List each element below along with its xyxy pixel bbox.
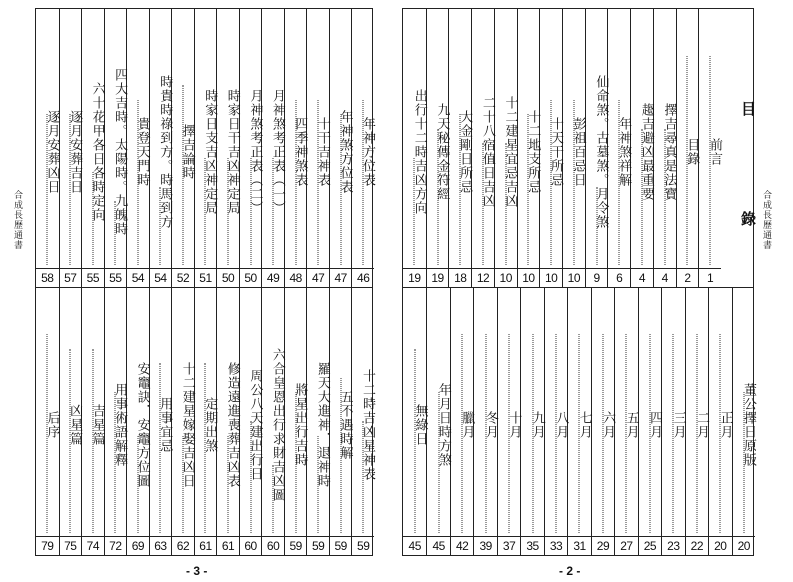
dot-leader — [115, 392, 116, 533]
dot-leader — [92, 172, 93, 265]
toc-entry — [732, 287, 755, 555]
contents-heading-column — [721, 9, 755, 287]
toc-entry-title: 后序 — [44, 411, 60, 439]
dot-leader — [137, 436, 138, 534]
toc-entry-title: 四月 — [647, 411, 663, 439]
toc-entry-page: 61 — [217, 536, 239, 555]
toc-entry — [306, 9, 329, 287]
dot-leader — [250, 158, 251, 266]
toc-entry-page: 29 — [592, 536, 614, 555]
toc-entry-page: 20 — [709, 536, 731, 555]
toc-entry-title: 董公擇日原版 — [740, 383, 756, 467]
dot-leader — [160, 363, 161, 533]
dot-leader — [556, 334, 557, 533]
toc-entry-page: 54 — [127, 268, 149, 287]
dot-leader — [551, 100, 552, 266]
toc-entry — [329, 9, 352, 287]
toc-entry-page: 63 — [150, 536, 172, 555]
toc-entry — [585, 9, 608, 287]
toc-entry-title: 彭祖百忌日 — [570, 117, 586, 187]
toc-entry-page: 58 — [36, 268, 59, 287]
toc-entry-page: 1 — [699, 268, 721, 287]
toc-entry-title: 貴登天門時 — [134, 117, 150, 187]
toc-entry-title: 冬月 — [482, 411, 498, 439]
toc-entry — [698, 9, 721, 287]
toc-entry-page: 10 — [563, 268, 585, 287]
toc-entry-title: 仙命煞。古墓煞。月令煞 — [593, 75, 609, 229]
toc-entry-page: 23 — [662, 536, 684, 555]
toc-entry-page: 20 — [733, 536, 755, 555]
toc-entry — [284, 287, 307, 555]
dot-leader — [462, 334, 463, 533]
page-number-left: - 3 - — [186, 564, 208, 578]
toc-entry-title: 修造遠進喪葬吉凶表 — [224, 362, 240, 488]
dot-leader — [318, 100, 319, 266]
dot-leader — [70, 349, 71, 534]
toc-entry — [562, 9, 585, 287]
right-page — [402, 8, 757, 556]
toc-entry — [661, 287, 684, 555]
toc-entry-title: 凶星篇 — [67, 404, 83, 446]
toc-entry-title: 時家日支吉凶神定局 — [202, 89, 218, 215]
toc-entry — [171, 287, 194, 555]
toc-entry-title: 安竈訣．安竈方位圖 — [134, 362, 150, 488]
toc-entry-title: 前言 — [706, 138, 722, 166]
toc-entry-page: 6 — [608, 268, 630, 287]
toc-entry-page: 19 — [403, 268, 426, 287]
toc-entry — [494, 9, 517, 287]
toc-entry-page: 61 — [195, 536, 217, 555]
dot-leader — [696, 334, 697, 533]
toc-entry-page: 72 — [105, 536, 127, 555]
toc-entry — [126, 9, 149, 287]
dot-leader — [92, 349, 93, 534]
toc-entry — [497, 287, 520, 555]
toc-entry — [216, 287, 239, 555]
toc-entry — [653, 9, 676, 287]
toc-entry-page: 10 — [518, 268, 540, 287]
toc-entry — [539, 9, 562, 287]
toc-entry — [149, 287, 172, 555]
toc-entry-page: 48 — [285, 268, 307, 287]
toc-entry-title: 目錄 — [684, 138, 700, 166]
toc-entry-title: 十二時吉凶星神表 — [359, 369, 375, 481]
toc-entry-title: 逐月安葬凶日 — [44, 110, 60, 194]
toc-entry-title: 周公八天建出行日 — [247, 369, 263, 481]
dot-leader — [340, 114, 341, 265]
left-page — [35, 8, 373, 556]
toc-entry-title: 趨吉避凶最重要 — [638, 103, 654, 201]
toc-entry-page: 60 — [240, 536, 262, 555]
toc-entry — [544, 287, 567, 555]
dot-leader — [602, 334, 603, 533]
dot-leader — [505, 143, 506, 265]
toc-entry — [216, 9, 239, 287]
toc-entry-page: 35 — [521, 536, 543, 555]
dot-leader — [70, 114, 71, 265]
toc-entry-page: 45 — [403, 536, 426, 555]
dot-leader — [720, 334, 721, 533]
toc-entry-title: 五月 — [623, 411, 639, 439]
dot-leader — [573, 100, 574, 266]
toc-entry-title: 十二建星嫁娶吉凶日 — [179, 362, 195, 488]
toc-entry-page: 59 — [307, 536, 329, 555]
toc-entry-page: 39 — [474, 536, 496, 555]
toc-entry-title: 吉星篇 — [89, 404, 105, 446]
toc-entry — [685, 287, 708, 555]
toc-entry-page: 55 — [82, 268, 104, 287]
toc-entry-title: 四季神煞表 — [292, 117, 308, 187]
toc-entry-title: 將星出行吉時 — [292, 383, 308, 467]
dot-leader — [228, 436, 229, 534]
dot-leader — [47, 334, 48, 533]
toc-entry-page: 33 — [545, 536, 567, 555]
toc-entry — [473, 287, 496, 555]
dot-leader — [295, 100, 296, 266]
toc-entry-title: 臘月 — [459, 411, 475, 439]
toc-entry-page: 46 — [352, 268, 374, 287]
toc-entry — [708, 287, 731, 555]
toc-entry-page: 4 — [654, 268, 676, 287]
toc-entry — [426, 9, 449, 287]
toc-entry — [306, 287, 329, 555]
dot-leader — [710, 56, 711, 265]
toc-entry-title: 年神煞方位表 — [337, 110, 353, 194]
toc-entry-title: 用事術語解釋 — [112, 383, 128, 467]
toc-entry-title: 六合皇恩出行求財吉凶圖 — [269, 348, 285, 502]
toc-entry-page: 45 — [427, 536, 449, 555]
dot-leader — [437, 129, 438, 266]
dot-leader — [160, 187, 161, 266]
dot-leader — [363, 421, 364, 533]
toc-entry-title: 七月 — [576, 411, 592, 439]
toc-entry-title: 年神煞祥解 — [616, 117, 632, 187]
toc-entry-title: 六十花甲各日各時定向 — [89, 82, 105, 222]
toc-entry-title: 八月 — [553, 411, 569, 439]
toc-entry-title: 時貴時祿到方。時馬到方 — [157, 75, 173, 229]
toc-entry — [194, 287, 217, 555]
dot-leader — [363, 100, 364, 266]
toc-entry — [450, 287, 473, 555]
dot-leader — [619, 100, 620, 266]
toc-entry — [239, 9, 262, 287]
toc-entry — [403, 287, 426, 555]
toc-entry — [351, 287, 374, 555]
toc-entry-page: 49 — [262, 268, 284, 287]
dot-leader — [532, 334, 533, 533]
toc-entry-title: 時家日干吉凶神定局 — [224, 89, 240, 215]
toc-entry — [284, 9, 307, 287]
dot-leader — [414, 158, 415, 266]
dot-leader — [626, 334, 627, 533]
dot-leader — [438, 392, 439, 533]
toc-entry — [239, 287, 262, 555]
toc-entry-title: 十二地支所忌 — [525, 110, 541, 194]
toc-entry-page: 50 — [240, 268, 262, 287]
dot-leader — [743, 392, 744, 533]
toc-entry-title: 年月日時方煞 — [435, 383, 451, 467]
toc-entry-page: 37 — [498, 536, 520, 555]
toc-entry — [104, 287, 127, 555]
dot-leader — [182, 436, 183, 534]
toc-entry — [81, 287, 104, 555]
toc-entry-page: 59 — [285, 536, 307, 555]
toc-entry-page: 55 — [105, 268, 127, 287]
toc-entry-page: 62 — [172, 536, 194, 555]
dot-leader — [482, 143, 483, 265]
toc-entry-title: 出行十二時吉凶方向 — [411, 89, 427, 215]
toc-entry — [171, 9, 194, 287]
toc-entry-page: 19 — [427, 268, 449, 287]
toc-entry — [261, 287, 284, 555]
toc-entry-page: 25 — [639, 536, 661, 555]
dot-leader — [273, 158, 274, 266]
toc-entry — [471, 9, 494, 287]
toc-entry — [329, 287, 352, 555]
toc-entry-page: 59 — [352, 536, 374, 555]
toc-entry — [36, 287, 59, 555]
toc-entry-title: 十二建星宜忌吉凶 — [502, 96, 518, 208]
toc-entry-page: 18 — [449, 268, 471, 287]
dot-leader — [460, 114, 461, 265]
side-title-right: 合成長歷通書 — [761, 190, 771, 250]
dot-leader — [228, 158, 229, 266]
toc-entry-page: 60 — [262, 536, 284, 555]
toc-entry — [630, 9, 653, 287]
toc-entry-title: 正月 — [717, 411, 733, 439]
toc-entry — [351, 9, 374, 287]
toc-entry-title: 無綠日 — [412, 404, 428, 446]
toc-entry-page: 22 — [686, 536, 708, 555]
toc-entry-title: 二十八宿值日吉凶 — [479, 96, 495, 208]
toc-entry-page: 75 — [60, 536, 82, 555]
dot-leader — [273, 465, 274, 534]
toc-entry — [59, 287, 82, 555]
toc-entry-title: 十天干所忌 — [547, 117, 563, 187]
toc-entry-title: 四大吉時。太陽時。九魄時 — [112, 68, 128, 236]
dot-leader — [318, 436, 319, 534]
toc-entry-title: 五不遇時解 — [337, 390, 353, 460]
dot-leader — [205, 158, 206, 266]
dot-leader — [250, 421, 251, 533]
toc-entry-title: 用事宜忌 — [157, 397, 173, 453]
dot-leader — [47, 114, 48, 265]
toc-entry-title: 十月 — [506, 411, 522, 439]
toc-entry — [567, 287, 590, 555]
toc-entry-title: 擇吉尋真是法寶 — [661, 103, 677, 201]
toc-entry-page: 52 — [172, 268, 194, 287]
toc-entry-title: 月神煞考正表（一） — [269, 89, 285, 215]
toc-entry — [448, 9, 471, 287]
toc-entry-page: 12 — [472, 268, 494, 287]
toc-entry-title: 三月 — [670, 411, 686, 439]
dot-leader — [340, 378, 341, 534]
dot-leader — [414, 349, 415, 534]
toc-entry — [607, 9, 630, 287]
toc-entry — [81, 9, 104, 287]
dot-leader — [579, 334, 580, 533]
toc-entry — [591, 287, 614, 555]
toc-entry-page: 2 — [677, 268, 699, 287]
dot-leader — [641, 129, 642, 266]
page-number-right: - 2 - — [559, 564, 581, 578]
toc-entry — [36, 9, 59, 287]
toc-entry — [261, 9, 284, 287]
toc-entry-page: 9 — [586, 268, 608, 287]
toc-entry-page: 79 — [36, 536, 59, 555]
toc-entry-title: 十干吉神表 — [314, 117, 330, 187]
toc-entry-title: 九天秘傳金符經 — [434, 103, 450, 201]
toc-entry-page: 50 — [217, 268, 239, 287]
toc-entry — [638, 287, 661, 555]
toc-entry-page: 4 — [631, 268, 653, 287]
dot-leader — [528, 114, 529, 265]
toc-entry — [676, 9, 699, 287]
dot-leader — [687, 56, 688, 265]
toc-entry-page: 51 — [195, 268, 217, 287]
toc-entry-page: 59 — [330, 536, 352, 555]
toc-entry-title: 六月 — [600, 411, 616, 439]
toc-entry-page: 10 — [540, 268, 562, 287]
toc-entry-title: 大金剛日所忌 — [457, 110, 473, 194]
toc-entry-page: 47 — [307, 268, 329, 287]
dot-leader — [509, 334, 510, 533]
toc-entry — [614, 287, 637, 555]
toc-entry-title: 逐月安葬吉日 — [67, 110, 83, 194]
toc-entry-page: 57 — [60, 268, 82, 287]
toc-entry-page: 10 — [495, 268, 517, 287]
dot-leader — [673, 334, 674, 533]
toc-entry-page: 31 — [568, 536, 590, 555]
dot-leader — [596, 187, 597, 266]
toc-entry — [194, 9, 217, 287]
dot-leader — [205, 363, 206, 533]
toc-entry — [520, 287, 543, 555]
toc-entry-page: 27 — [615, 536, 637, 555]
toc-entry-page: 42 — [451, 536, 473, 555]
toc-entry-page: 47 — [330, 268, 352, 287]
dot-leader — [485, 334, 486, 533]
dot-leader — [182, 85, 183, 265]
toc-entry-title: 九月 — [529, 411, 545, 439]
dot-leader — [664, 129, 665, 266]
toc-entry-page: 54 — [150, 268, 172, 287]
dot-leader — [115, 201, 116, 265]
toc-entry-page: 69 — [127, 536, 149, 555]
toc-entry — [104, 9, 127, 287]
toc-entry — [426, 287, 449, 555]
side-title-left: 合成長歷通書 — [12, 190, 22, 250]
contents-heading: 目 錄 — [739, 100, 757, 266]
dot-leader — [295, 392, 296, 533]
toc-entry-title: 定期出煞 — [202, 397, 218, 453]
toc-entry-title: 羅天大進神．退神時 — [314, 362, 330, 488]
dot-leader — [649, 334, 650, 533]
toc-entry-title: 擇吉論時 — [179, 124, 195, 180]
toc-entry-page: 74 — [82, 536, 104, 555]
dot-leader — [137, 100, 138, 266]
toc-entry — [403, 9, 426, 287]
toc-entry — [149, 9, 172, 287]
toc-entry-title: 年神方位表 — [359, 117, 375, 187]
toc-entry-title: 二月 — [694, 411, 710, 439]
toc-entry — [517, 9, 540, 287]
toc-entry — [126, 287, 149, 555]
toc-entry-title: 月神煞考正表（二） — [247, 89, 263, 215]
toc-entry — [59, 9, 82, 287]
